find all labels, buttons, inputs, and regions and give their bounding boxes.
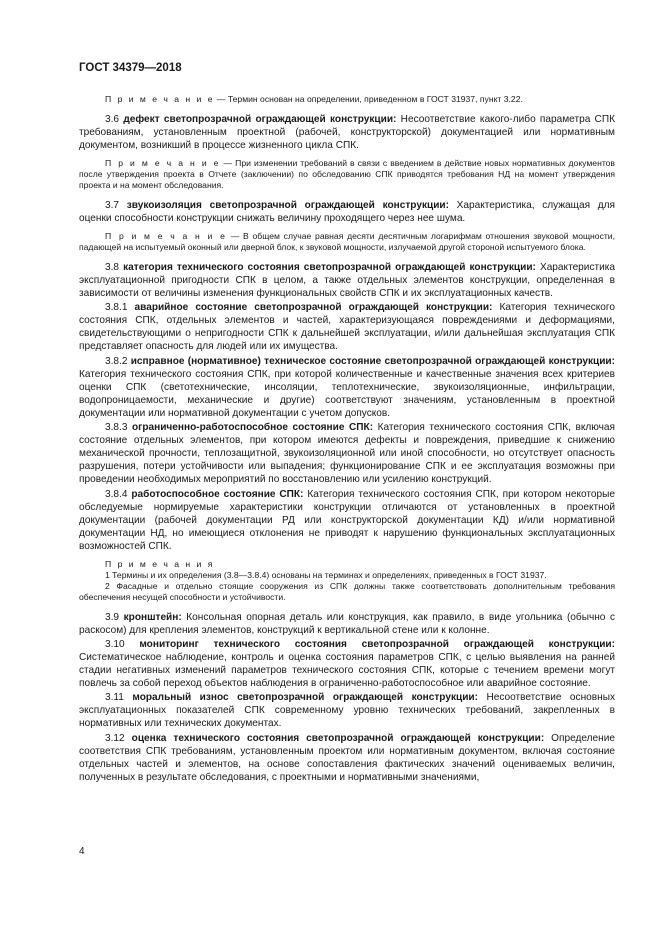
term-number: 3.8	[105, 261, 120, 273]
term-definition	[79, 199, 615, 225]
note-text: — В общем случае равная десяти десятичным логарифмам отношения звуковой мощности, падающей на испытуемый оконный или дверной блок, к звуковой мощности, излучаемой другой стороной испытуемого блока.	[79, 231, 615, 252]
term-title: исправное (нормативное) техническое состояние светопрозрачной ограждающей конструкции:	[130, 355, 616, 367]
term-title: дефект светопрозрачной ограждающей конструкции:	[123, 113, 397, 125]
term-number: 3.8.2	[105, 355, 128, 367]
term-text: Характеристика эксплуатационной пригодности СПК в целом, а также отдельных элементов конструкции, определенная в зависимости от величины изменения функциональных свойств СПК и их эксплуатационных качеств.	[79, 261, 615, 300]
term-title: звукоизоляция светопрозрачной ограждающей конструкции:	[126, 199, 449, 211]
term-text: Характеристика, служащая для оценки способности конструкции снижать величину проходящего через нее шума.	[79, 199, 615, 224]
term-title: аварийное состояние светопрозрачной ограждающей конструкции:	[134, 302, 493, 314]
term-number: 3.12	[105, 732, 125, 744]
term-text: Определение соответствия СПК требованиям, установленным проектом или нормативным документом, включая состояние отдельных частей и элементов, на основе сопоставления фактических значений оцениваемых величин, полученных в результате обследования, с проектными и нормативными значениями,	[79, 732, 616, 783]
term-definition	[79, 355, 615, 420]
term-number: 3.11	[105, 692, 124, 704]
term-number: 3.7	[105, 199, 120, 211]
term-title: кронштейн:	[123, 611, 182, 623]
term-text: Консольная опорная деталь или конструкция, как правило, в виде угольника (обычно с раскосом) для крепления элементов, конструкций к вертикальной стене или к колонне.	[79, 611, 615, 636]
term-number: 3.9	[105, 611, 120, 623]
document-body	[79, 94, 615, 784]
term-definition	[79, 261, 615, 300]
term-text: Категория технического состояния СПК, отдельных элементов и частей, характеризующаяся повреждениями и деформациями, свидетельствующими о непригодности СПК к дальнейшей эксплуатации, и/или дальнейшая эксплуатация СПК представляет опасность для людей или их имущества.	[79, 302, 615, 353]
note-label: П р и м е ч а н и е	[105, 94, 215, 104]
term-title: мониторинг технического состояния светопрозрачной ограждающей конструкции:	[139, 638, 615, 650]
term-number: 3.8.1	[105, 302, 128, 314]
term-title: моральный износ светопрозрачной ограждающей конструкции:	[132, 692, 478, 704]
term-text: Систематическое наблюдение, контроль и оценка состояния параметров СПК, с целью выявления на ранней стадии негативных изменений параметров технического состояния СПК, которые с течением времени могут повлечь за собой переход объектов наблюдения в ограниченно-работоспособное или аварийное состояние.	[79, 651, 615, 690]
term-number: 3.8.4	[105, 488, 128, 500]
term-title: работоспособное состояние СПК:	[131, 488, 304, 500]
note-label: П р и м е ч а н и е	[105, 231, 227, 242]
note-label: П р и м е ч а н и е	[105, 158, 221, 169]
term-text: Несоответствие основных эксплуатационных показателей СПК современному уровню технических требований, закрепленных в нормативных или технических документах.	[79, 692, 615, 730]
term-definition	[79, 488, 615, 553]
note-block	[79, 94, 615, 105]
term-definition	[79, 638, 615, 690]
notes-label: П р и м е ч а н и я	[105, 558, 215, 569]
term-number: 3.8.3	[105, 422, 128, 434]
document-header: ГОСТ 34379—2018	[79, 62, 182, 74]
term-text: Категория технического состояния СПК, включая состояние отдельных элементов, при котором имеются дефекты и повреждения, приведшие к снижению механической прочности, теплозащитной, звукоизоляционной или иной способности, но отсутствует опасность разрушения, потери устойчивости или выпадения; функционирование СПК и ее эксплуатация возможны при проведении необходимых мероприятий по восстановлению или усилению конструкций.	[79, 422, 615, 486]
term-title: оценка технического состояния светопрозрачной ограждающей конструкции:	[131, 732, 545, 744]
term-definition	[79, 691, 615, 730]
page-number: 4	[79, 846, 85, 857]
term-text: Категория технического состояния СПК, при котором некоторые обследуемые нормируемые характеристики конструкции отличаются от установленных в проектной документации (рабочей документации РД или конструкторской документации КД) и/или нормативной документации НД, но имеющиеся отклонения не приводят к нарушению функциональных эксплуатационных возможностей СПК.	[79, 488, 615, 552]
note-item: 2 Фасадные и отдельно стоящие сооружения из СПК должны также соответствовать дополнительным требования обеспечения несущей способности и устойчивости.	[79, 580, 615, 602]
note-text: — Термин основан на определении, приведенном в ГОСТ 31937, пункт 3.22.	[214, 94, 523, 104]
term-definition	[79, 611, 615, 637]
term-definition	[79, 732, 615, 784]
term-number: 3.6	[105, 113, 120, 125]
term-text: Несоответствие какого-либо параметра СПК требованиям, установленным проектной (рабочей, конструкторской) документацией или нормативным документом, возникший в процессе жизненного цикла СПК.	[79, 113, 615, 152]
term-number: 3.10	[105, 638, 125, 650]
term-title: категория технического состояния светопрозрачной ограждающей конструкции:	[123, 261, 536, 273]
term-definition	[79, 301, 615, 353]
term-definition	[79, 421, 615, 486]
term-definition	[79, 113, 615, 152]
note-item: 1 Термины и их определения (3.8—3.8.4) основаны на терминах и определениях, приведенных в ГОСТ 31937.	[105, 569, 547, 580]
term-title: ограниченно-работоспособное состояние СПК:	[131, 422, 374, 434]
term-text: Категория технического состояния СПК, при которой количественные и качественные значения всех критериев оценки СПК (светотехнические, инсоляции, теплотехнические, звукоизоляционные, инфильтрации, водопроницаемости, механические и другие) соответствуют значениям, установленным в проектной документации или нормативной документации с учетом допусков.	[79, 368, 615, 419]
note-block	[79, 231, 615, 253]
note-text: — При изменении требований в связи с введением в действие новых нормативных документов после утверждения проекта в Отчете (заключении) по обследованию СПК приводятся требования НД на момент утверждения проекта и на момент обследования.	[79, 158, 616, 190]
note-block	[79, 158, 615, 191]
